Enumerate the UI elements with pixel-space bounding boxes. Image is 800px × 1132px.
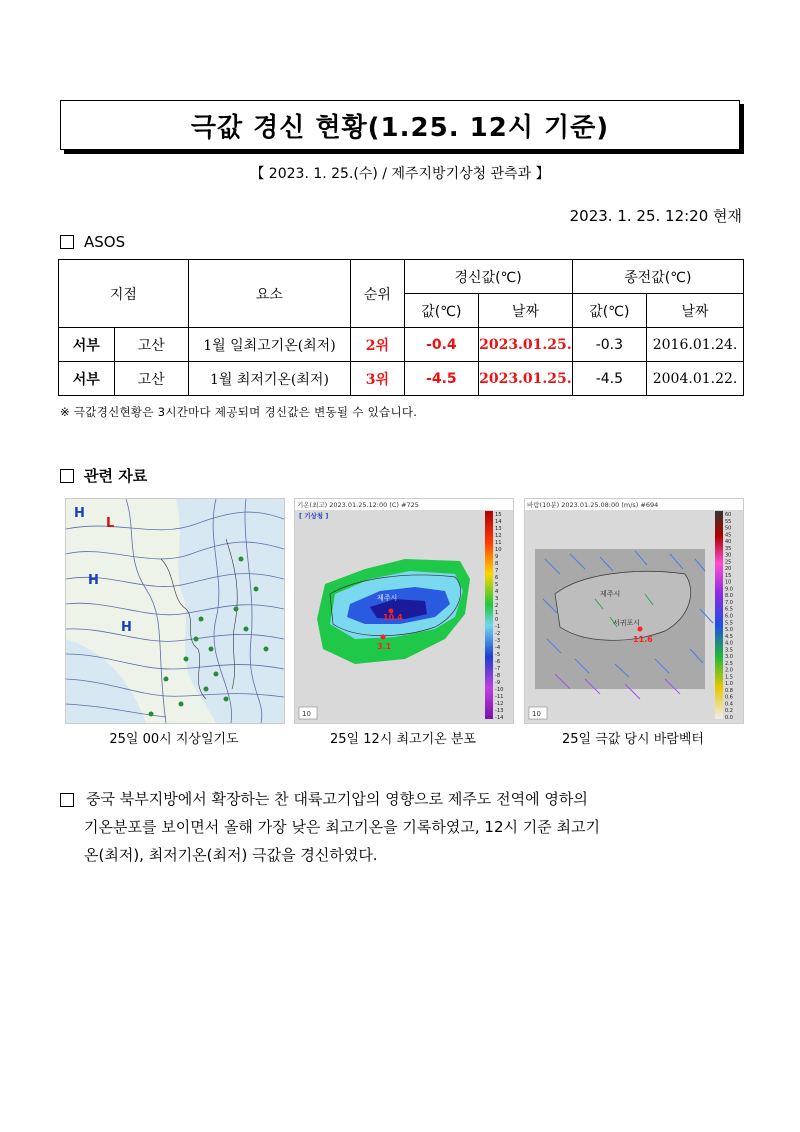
- scale-tick-label: -8: [495, 673, 501, 679]
- report-datetime: 2023. 1. 25. 12:20 현재: [569, 207, 742, 225]
- scale-tick-label: 0.4: [725, 701, 733, 708]
- scale-tick-label: 10: [495, 547, 502, 553]
- scale-tick-label: 20: [725, 566, 732, 573]
- scale-tick-label: 1: [495, 610, 499, 616]
- figure-caption: 25일 극값 당시 바람벡터: [562, 732, 704, 747]
- checkbox-square-icon: [60, 793, 74, 807]
- summary-paragraph: [60, 785, 750, 869]
- temperature-value: 10.4: [383, 613, 403, 622]
- scale-tick-label: 3.0: [725, 654, 733, 661]
- scale-tick-label: 7.0: [725, 599, 733, 606]
- cell-element: 1월 최저기온(최저): [188, 362, 350, 396]
- table-row: [59, 328, 744, 362]
- scale-tick-label: 55: [725, 518, 732, 525]
- header-old-value: 값(℃): [572, 294, 646, 328]
- scale-tick-label: 13: [495, 526, 502, 532]
- scale-tick-label: 50: [725, 525, 732, 532]
- high-pressure-label: H: [74, 506, 85, 521]
- scale-tick-label: 40: [725, 539, 732, 546]
- scale-tick-label: 5.0: [725, 627, 733, 634]
- high-pressure-label: H: [121, 620, 132, 635]
- scale-tick-label: 9.0: [725, 586, 733, 593]
- paragraph-text: 중국 북부지방에서 확장하는 찬 대륙고기압의 영향으로 제주도 전역에 영하의: [86, 790, 588, 808]
- scale-tick-label: 0.8: [725, 687, 733, 694]
- scale-tick-label: -5: [495, 652, 501, 658]
- cell-station: 고산: [114, 328, 188, 362]
- title-box: [60, 100, 740, 150]
- scale-tick-label: 25: [725, 559, 732, 566]
- paragraph-line: 기온분포를 보이면서 올해 가장 낮은 최고기온을 기록하였고, 12시 기준 최고기: [84, 818, 600, 836]
- page-title: 극값 경신 현황(1.25. 12시 기준): [190, 112, 610, 143]
- header-new-date: 날짜: [479, 294, 573, 328]
- max-temperature-map: [294, 498, 514, 724]
- scale-tick-label: 0.0: [725, 715, 733, 721]
- scale-tick-label: 8.0: [725, 593, 733, 600]
- cell-region: 서부: [59, 328, 115, 362]
- scale-tick-label: -9: [495, 680, 501, 686]
- subtitle: 【 2023. 1. 25.(수) / 제주지방기상청 관측과 】: [250, 166, 550, 182]
- temperature-value: 3.1: [377, 642, 392, 651]
- scale-tick-label: 0.2: [725, 708, 733, 715]
- map-header: 기온(최고) 2023.01.25.12:00 (C) #725: [297, 501, 419, 509]
- scale-tick-label: 2.5: [725, 660, 733, 667]
- wind-vector-map: [524, 498, 744, 724]
- header-element: 요소: [188, 260, 350, 328]
- cell-new-date: 2023.01.25.: [479, 362, 573, 396]
- scale-tick-label: -14: [495, 715, 504, 721]
- header-renewed: 경신값(℃): [404, 260, 572, 294]
- wind-vector-map-image: [525, 499, 743, 723]
- scale-tick-label: 45: [725, 532, 732, 539]
- zoom-level: 10: [302, 710, 311, 718]
- scale-tick-label: 11: [495, 540, 502, 546]
- scale-tick-label: 2.0: [725, 667, 733, 674]
- table-header-row: [59, 260, 744, 294]
- header-old-date: 날짜: [647, 294, 744, 328]
- scale-tick-label: -6: [495, 659, 501, 665]
- scale-tick-label: 60: [725, 512, 732, 518]
- scale-tick-label: 14: [495, 519, 502, 525]
- scale-tick-label: -13: [495, 708, 504, 714]
- scale-tick-label: 1.5: [725, 674, 733, 681]
- scale-tick-label: -7: [495, 666, 501, 672]
- cell-rank: 2위: [351, 328, 405, 362]
- cell-element: 1월 일최고기온(최저): [188, 328, 350, 362]
- scale-tick-label: 10: [725, 579, 732, 586]
- scale-tick-label: 15: [495, 512, 502, 518]
- scale-tick-label: 7: [495, 568, 499, 574]
- cell-old-date: 2016.01.24.: [647, 328, 744, 362]
- low-pressure-label: L: [106, 516, 115, 531]
- table-footnote: ※ 극값경신현황은 3시간마다 제공되며 경신값은 변동될 수 있습니다.: [60, 405, 418, 419]
- cell-new-value: -4.5: [404, 362, 478, 396]
- asos-label: ASOS: [84, 233, 126, 251]
- scale-tick-label: 5.5: [725, 620, 733, 627]
- figure-caption: 25일 00시 지상일기도: [109, 732, 239, 747]
- related-section-heading: [60, 465, 147, 486]
- scale-tick-label: 15: [725, 572, 732, 579]
- cell-rank: 3위: [351, 362, 405, 396]
- cell-new-value: -0.4: [404, 328, 478, 362]
- scale-tick-label: 6.0: [725, 613, 733, 620]
- cell-old-date: 2004.01.22.: [647, 362, 744, 396]
- map-header: 바람(10분) 2023.01.25.08:00 (m/s) #694: [527, 501, 659, 509]
- high-pressure-label: H: [88, 573, 99, 588]
- paragraph-line: 온(최저), 최저기온(최저) 극값을 경신하였다.: [84, 846, 378, 864]
- scale-tick-label: 4.0: [725, 640, 733, 647]
- cell-station: 고산: [114, 362, 188, 396]
- scale-tick-label: 4.5: [725, 633, 733, 640]
- surface-weather-map-image: [66, 499, 284, 723]
- scale-tick-label: -11: [495, 694, 504, 700]
- cell-old-value: -4.5: [572, 362, 646, 396]
- scale-tick-label: -3: [495, 638, 501, 644]
- scale-tick-label: 8: [495, 561, 499, 567]
- scale-tick-label: -4: [495, 645, 501, 651]
- scale-tick-label: 1.0: [725, 681, 733, 688]
- scale-tick-label: 35: [725, 545, 732, 552]
- related-label: 관련 자료: [84, 467, 148, 485]
- header-new-value: 값(℃): [404, 294, 478, 328]
- header-previous: 종전값(℃): [572, 260, 743, 294]
- header-station: 지점: [59, 260, 189, 328]
- paragraph-line: [60, 785, 750, 813]
- scale-tick-label: -12: [495, 701, 504, 707]
- figure-caption: 25일 12시 최고기온 분포: [330, 732, 476, 747]
- cell-region: 서부: [59, 362, 115, 396]
- agency-badge: [ 기상청 ]: [299, 512, 329, 520]
- checkbox-square-icon: [60, 469, 74, 483]
- scale-tick-label: 5: [495, 582, 499, 588]
- scale-tick-label: 12: [495, 533, 502, 539]
- scale-tick-label: -1: [495, 624, 501, 630]
- table-row: [59, 362, 744, 396]
- scale-tick-label: -10: [495, 687, 504, 693]
- scale-tick-label: 2: [495, 603, 499, 609]
- scale-tick-label: 4: [495, 589, 499, 595]
- scale-tick-label: 3: [495, 596, 499, 602]
- scale-tick-label: 30: [725, 552, 732, 559]
- cell-new-date: 2023.01.25.: [479, 328, 573, 362]
- city-label-jeju: 제주시: [377, 594, 398, 602]
- city-label-jeju: 제주시: [600, 590, 621, 598]
- max-temperature-map-image: [295, 499, 513, 723]
- zoom-level: 10: [532, 710, 541, 718]
- wind-speed-value: 11.6: [633, 635, 653, 644]
- scale-tick-label: 0: [495, 617, 499, 623]
- scale-tick-label: 0.6: [725, 694, 733, 701]
- surface-weather-map: [65, 498, 285, 724]
- scale-tick-label: -2: [495, 631, 501, 637]
- city-label-seogwipo: 서귀포시: [613, 619, 641, 627]
- scale-tick-label: 3.5: [725, 647, 733, 654]
- scale-tick-label: 9: [495, 554, 499, 560]
- scale-tick-label: 6.5: [725, 606, 733, 613]
- scale-tick-label: 6: [495, 575, 499, 581]
- asos-table: [58, 259, 744, 396]
- cell-old-value: -0.3: [572, 328, 646, 362]
- asos-section-heading: [60, 233, 125, 251]
- header-rank: 순위: [351, 260, 405, 328]
- checkbox-square-icon: [60, 235, 74, 249]
